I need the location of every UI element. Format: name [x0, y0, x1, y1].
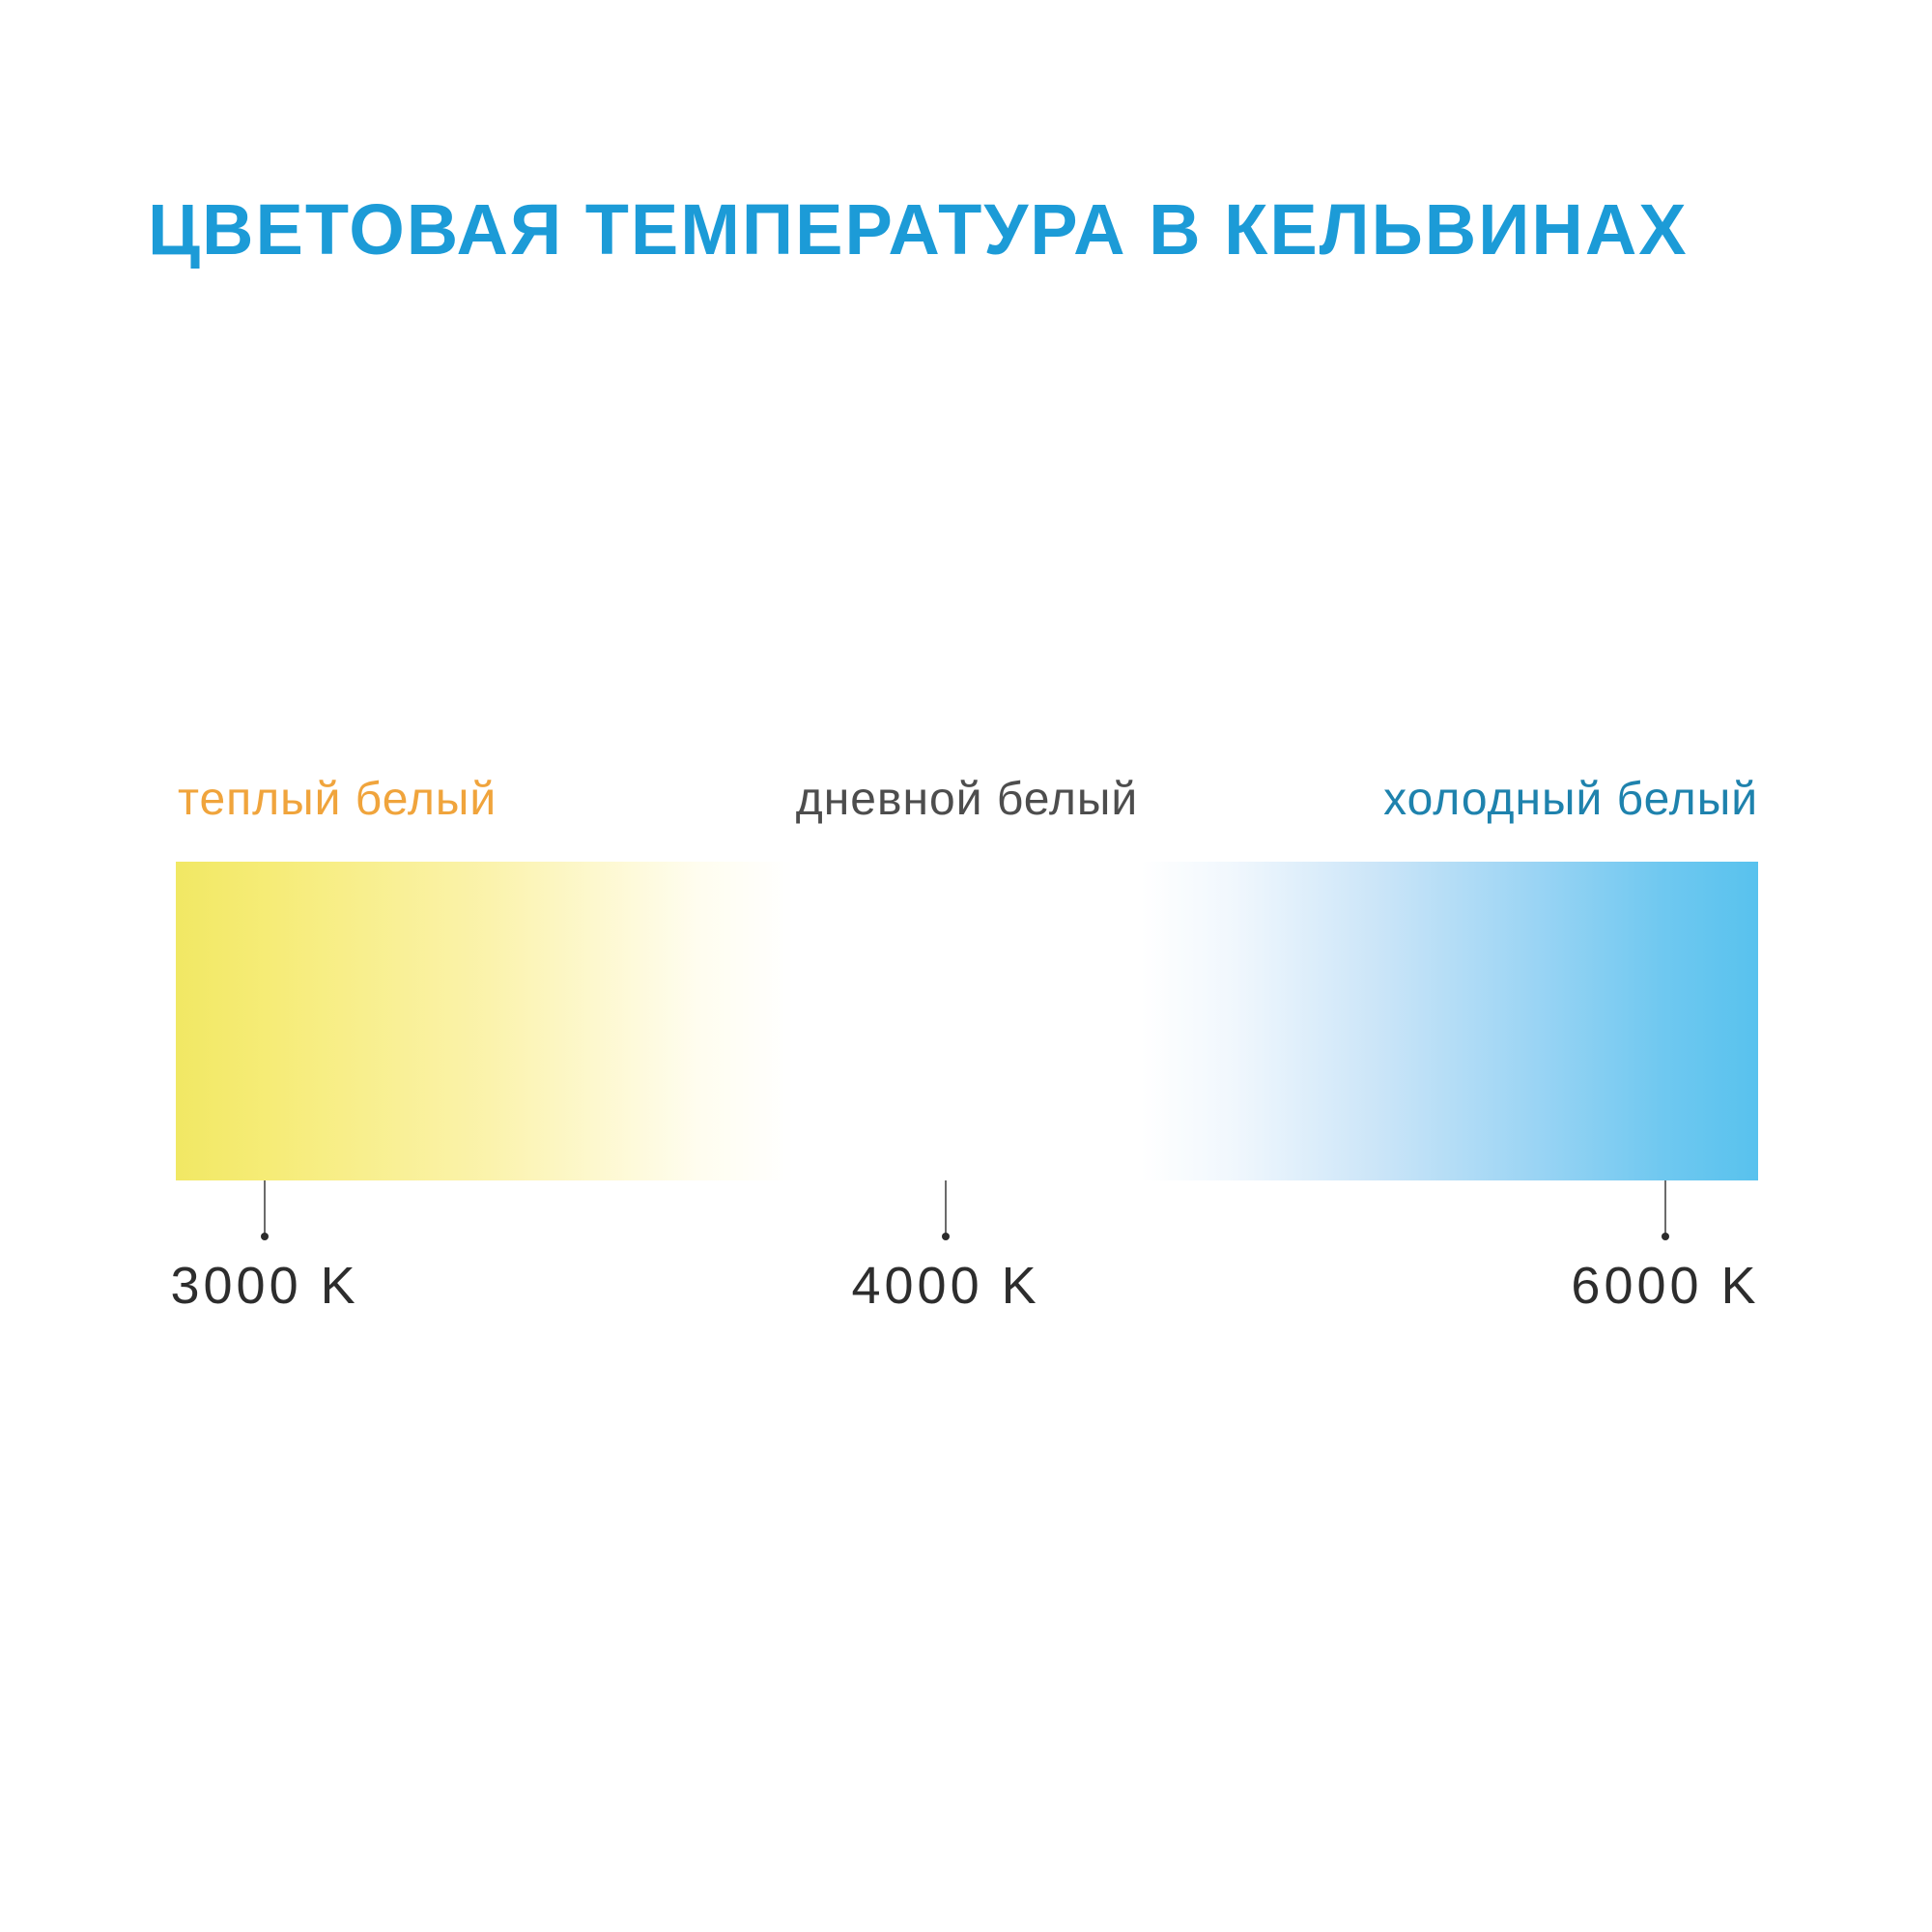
zone-label-daylight-white: дневной белый: [795, 774, 1139, 825]
temperature-scale: [170, 773, 1760, 1372]
page-title: ЦВЕТОВАЯ ТЕМПЕРАТУРА В КЕЛЬВИНАХ: [148, 189, 1689, 270]
tick-label-3000k: 3000 K: [170, 1257, 359, 1315]
zone-label-cold-white: холодный белый: [1383, 774, 1758, 825]
kelvin-gradient-bar: [176, 862, 1758, 1180]
tick-label-4000k: 4000 K: [851, 1257, 1040, 1315]
tick-label-6000k: 6000 K: [1571, 1257, 1760, 1315]
tick-dot: [942, 1233, 950, 1240]
tick-line: [945, 1180, 947, 1235]
tick-dot: [1662, 1233, 1669, 1240]
tick-line: [264, 1180, 266, 1235]
tick-dot: [261, 1233, 269, 1240]
zone-label-warm-white: теплый белый: [178, 774, 497, 825]
tick-line: [1664, 1180, 1666, 1235]
